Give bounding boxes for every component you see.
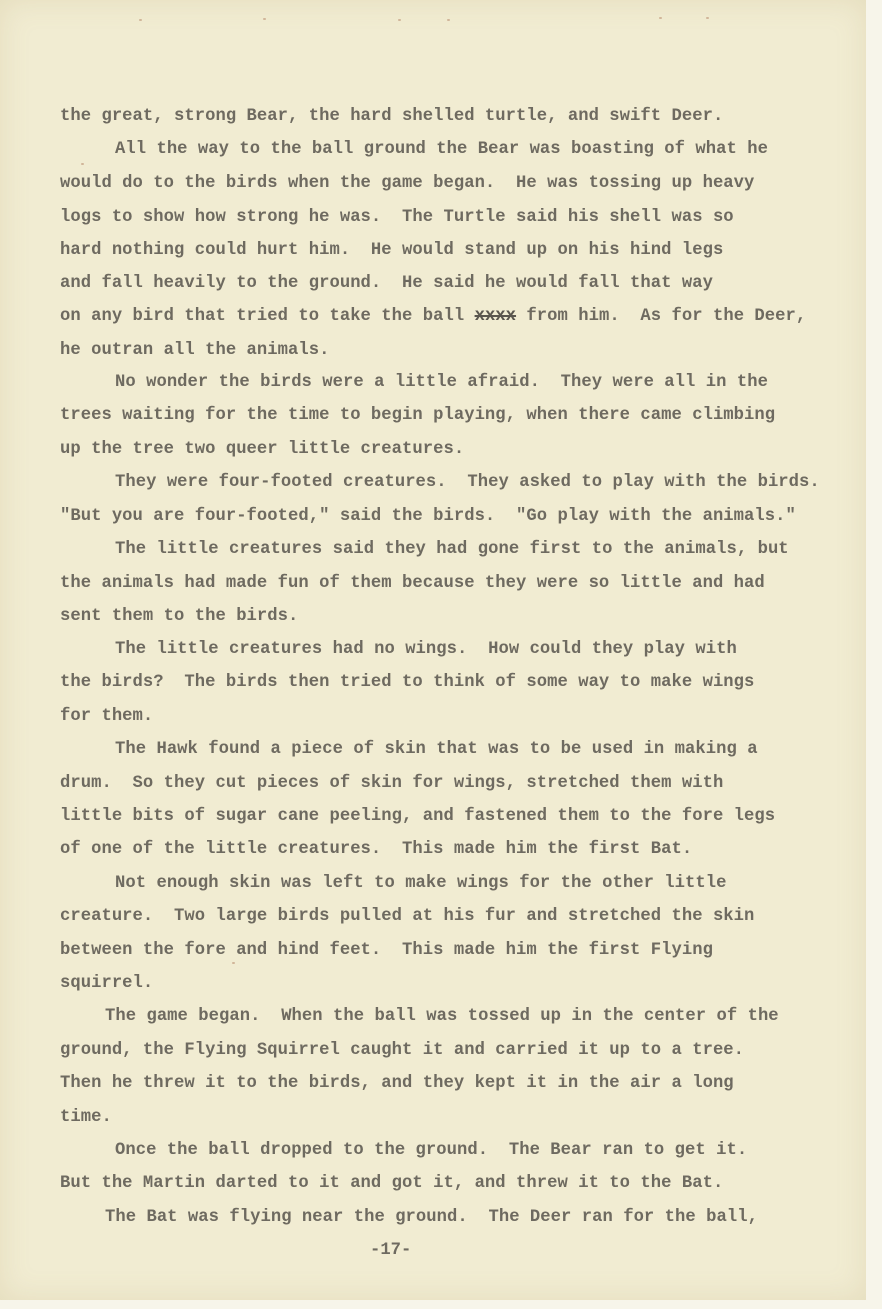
text-line: Not enough skin was left to make wings for the other little bbox=[115, 874, 727, 893]
page-right-margin bbox=[866, 0, 882, 1309]
text-line: would do to the birds when the game began. He was tossing up heavy bbox=[60, 174, 755, 193]
text-line: The Bat was flying near the ground. The Deer ran for the ball, bbox=[105, 1208, 758, 1227]
page-number: -17- bbox=[370, 1241, 412, 1260]
text-line: No wonder the birds were a little afraid. They were all in the bbox=[115, 373, 768, 392]
text-line: "But you are four-footed," said the birds. "Go play with the animals." bbox=[60, 507, 796, 526]
text-line: sent them to the birds. bbox=[60, 607, 299, 626]
text-line: of one of the little creatures. This made him the first Bat. bbox=[60, 840, 693, 859]
text-line: the animals had made fun of them because they were so little and had bbox=[60, 574, 765, 593]
text-line: creature. Two large birds pulled at his fur and stretched the skin bbox=[60, 907, 755, 926]
text-line-with-strikeout bbox=[60, 307, 806, 327]
text-line: the birds? The birds then tried to think of some way to make wings bbox=[60, 673, 755, 692]
text-line: trees waiting for the time to begin playing, when there came climbing bbox=[60, 406, 776, 425]
text-line: Once the ball dropped to the ground. The Bear ran to get it. bbox=[115, 1141, 748, 1160]
text-line: The little creatures had no wings. How could they play with bbox=[115, 640, 737, 659]
text-segment: on any bird that tried to take the ball bbox=[60, 307, 475, 326]
text-line: hard nothing could hurt him. He would stand up on his hind legs bbox=[60, 241, 724, 260]
text-line: But the Martin darted to it and got it, and threw it to the Bat. bbox=[60, 1174, 724, 1193]
text-line: They were four-footed creatures. They asked to play with the birds. bbox=[115, 473, 820, 492]
text-line: All the way to the ball ground the Bear was boasting of what he bbox=[115, 140, 768, 159]
text-line: The little creatures said they had gone first to the animals, but bbox=[115, 540, 789, 559]
text-line: he outran all the animals. bbox=[60, 341, 330, 360]
text-line: logs to show how strong he was. The Turtle said his shell was so bbox=[60, 208, 734, 227]
text-line: up the tree two queer little creatures. bbox=[60, 440, 465, 459]
text-line: and fall heavily to the ground. He said he would fall that way bbox=[60, 274, 713, 293]
text-line: squirrel. bbox=[60, 974, 154, 993]
page-bottom-margin bbox=[0, 1300, 882, 1309]
text-line: The Hawk found a piece of skin that was to be used in making a bbox=[115, 740, 758, 759]
text-line: ground, the Flying Squirrel caught it and carried it up to a tree. bbox=[60, 1041, 745, 1060]
text-line: time. bbox=[60, 1108, 112, 1127]
text-line: Then he threw it to the birds, and they kept it in the air a long bbox=[60, 1074, 734, 1093]
text-line: for them. bbox=[60, 707, 154, 726]
text-line: the great, strong Bear, the hard shelled turtle, and swift Deer. bbox=[60, 107, 724, 126]
text-segment: from him. As for the Deer, bbox=[516, 307, 807, 326]
text-line: drum. So they cut pieces of skin for wings, stretched them with bbox=[60, 774, 724, 793]
text-line: between the fore and hind feet. This made him the first Flying bbox=[60, 941, 713, 960]
text-line: The game began. When the ball was tossed up in the center of the bbox=[105, 1007, 779, 1026]
struck-out-text: xxxx bbox=[474, 307, 517, 326]
text-line: little bits of sugar cane peeling, and fastened them to the fore legs bbox=[60, 807, 776, 826]
